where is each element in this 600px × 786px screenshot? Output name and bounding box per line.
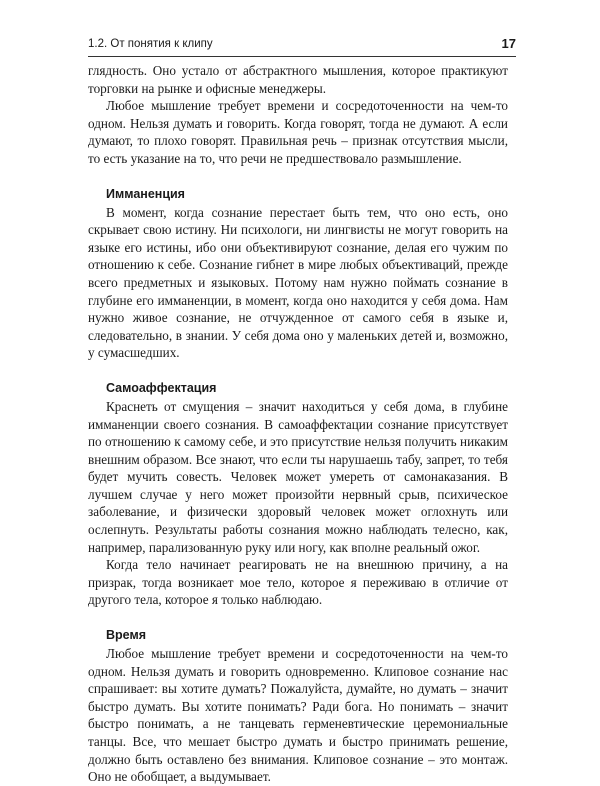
running-header [88, 36, 516, 52]
running-header-section: 1.2. От понятия к клипу [88, 38, 213, 50]
section-heading-self-affection: Самоаффектация [106, 380, 217, 395]
page-body [88, 62, 508, 786]
section-heading-time: Время [106, 628, 146, 643]
paragraph: Любое мышление требует времени и сосредоточенности на чем-то одном. Нельзя думать и говорить одновременно. Клиповое сознание нас спрашивает: вы хотите думать? Пожалуйста, думайте, но думать – значит быстро думать. Вы хотите понимать? Ради бога. Но понимать – значит быстро понимать, а не танцевать герменевтические церемониальные танцы. Все, что мешает быстро думать и быстро принимать решение, должно быть оставлено без внимания. Клиповое сознание – это монтаж. Оно не обобщает, а выдумывает. [88, 646, 508, 785]
paragraph: Любое мышление требует времени и сосредоточенности на чем-то одном. Нельзя думать и говорить. Когда говорят, тогда не думают. А если думают, то плохо говорят. Правильная речь – признак отсутствия мысли, то есть указание на то, что речи не предшествовало размышление. [88, 98, 508, 166]
paragraph: Краснеть от смущения – значит находиться у себя дома, в глубине имманенции своего сознания. В самоаффектации сознание присутствует по отношению к самому себе, и это присутствие нельзя получить никаким внешним образом. Все знают, что если ты нарушаешь табу, запрет, то тебя будет мучить совесть. Человек может умереть от самонаказания. В лучшем случае у него может произойти нервный срыв, психическое заболевание, и физически здоровый человек может оглохнуть или ослепнуть. Результаты работы сознания можно наблюдать телесно, как, например, парализованную руку или ногу, как вполне реальный ожог. [88, 398, 508, 555]
section-heading-immanence: Имманенция [106, 186, 185, 201]
paragraph: В момент, когда сознание перестает быть тем, что оно есть, оно скрывает свою истину. Ни психологи, ни лингвисты не могут говорить на языке его истины, ибо они объективируют сознание, делая его чужим по отношению к себе. Сознание гибнет в мире любых объективаций, прежде всего предметных и языковых. Потому нам нужно поймать сознание в глубине его имманенции, в момент, когда оно находится у себя дома. Нам нужно живое сознание, не отчужденное от самого себя в языке и, следовательно, в знании. У себя дома оно у маленьких детей и, возможно, у сумасшедших. [88, 204, 508, 361]
paragraph-continued: глядность. Оно устало от абстрактного мышления, которое практикуют торговки на рынке и офисные менеджеры. [88, 63, 508, 96]
header-rule [88, 56, 516, 57]
page-number: 17 [501, 36, 516, 51]
paragraph: Когда тело начинает реагировать не на внешнюю причину, а на призрак, тогда возникает мое тело, которое я переживаю в отличие от другого тела, которое я только наблюдаю. [88, 557, 508, 608]
